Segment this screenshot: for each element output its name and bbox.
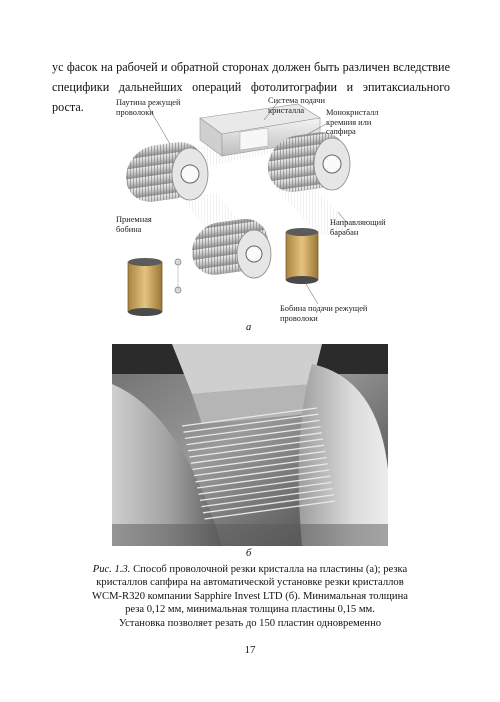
caption-line-4: реза 0,12 мм, минимальная толщина пластины 0,15 мм.	[125, 604, 375, 616]
label-take-up-bobbin: Приемная бобина	[116, 215, 152, 234]
label-wire-web: Паутина режущей проволоки	[116, 98, 181, 117]
intro-line-1: ус фасок на рабочей и обратной сторонах должен быть различен вследствие	[52, 60, 450, 74]
label-feed-bobbin: Бобина подачи режущей проволоки	[280, 304, 368, 323]
figure-a-sublabel: а	[246, 322, 252, 333]
caption-line-3: WCM-R320 компании Sapphire Invest LTD (б). Минимальная толщина	[92, 590, 408, 602]
page-number: 17	[244, 644, 256, 656]
figure-a-wire-saw-diagram	[108, 94, 408, 334]
intro-line-2: специфики дальнейших операций фотолитографии и эпитаксиального роста.	[52, 80, 450, 114]
label-feed-system: Система подачи кристалла	[268, 96, 325, 115]
caption-line-2: кристаллов сапфира на автоматической установке резки кристаллов	[96, 577, 404, 589]
figure-caption	[86, 563, 414, 630]
label-guide-drum: Направляющий барабан	[330, 218, 386, 237]
wire-saw-photo	[112, 344, 388, 546]
label-crystal: Монокристалл кремния или сапфира	[326, 108, 379, 136]
figure-b-photo	[112, 344, 388, 546]
figure-b-sublabel: б	[246, 548, 252, 559]
caption-prefix: Рис. 1.3.	[92, 564, 131, 575]
caption-line-5: Установка позволяет резать до 150 пластин одновременно	[118, 617, 382, 629]
caption-line-1: Способ проволочной резки кристалла на пластины (а); резка	[130, 564, 408, 575]
